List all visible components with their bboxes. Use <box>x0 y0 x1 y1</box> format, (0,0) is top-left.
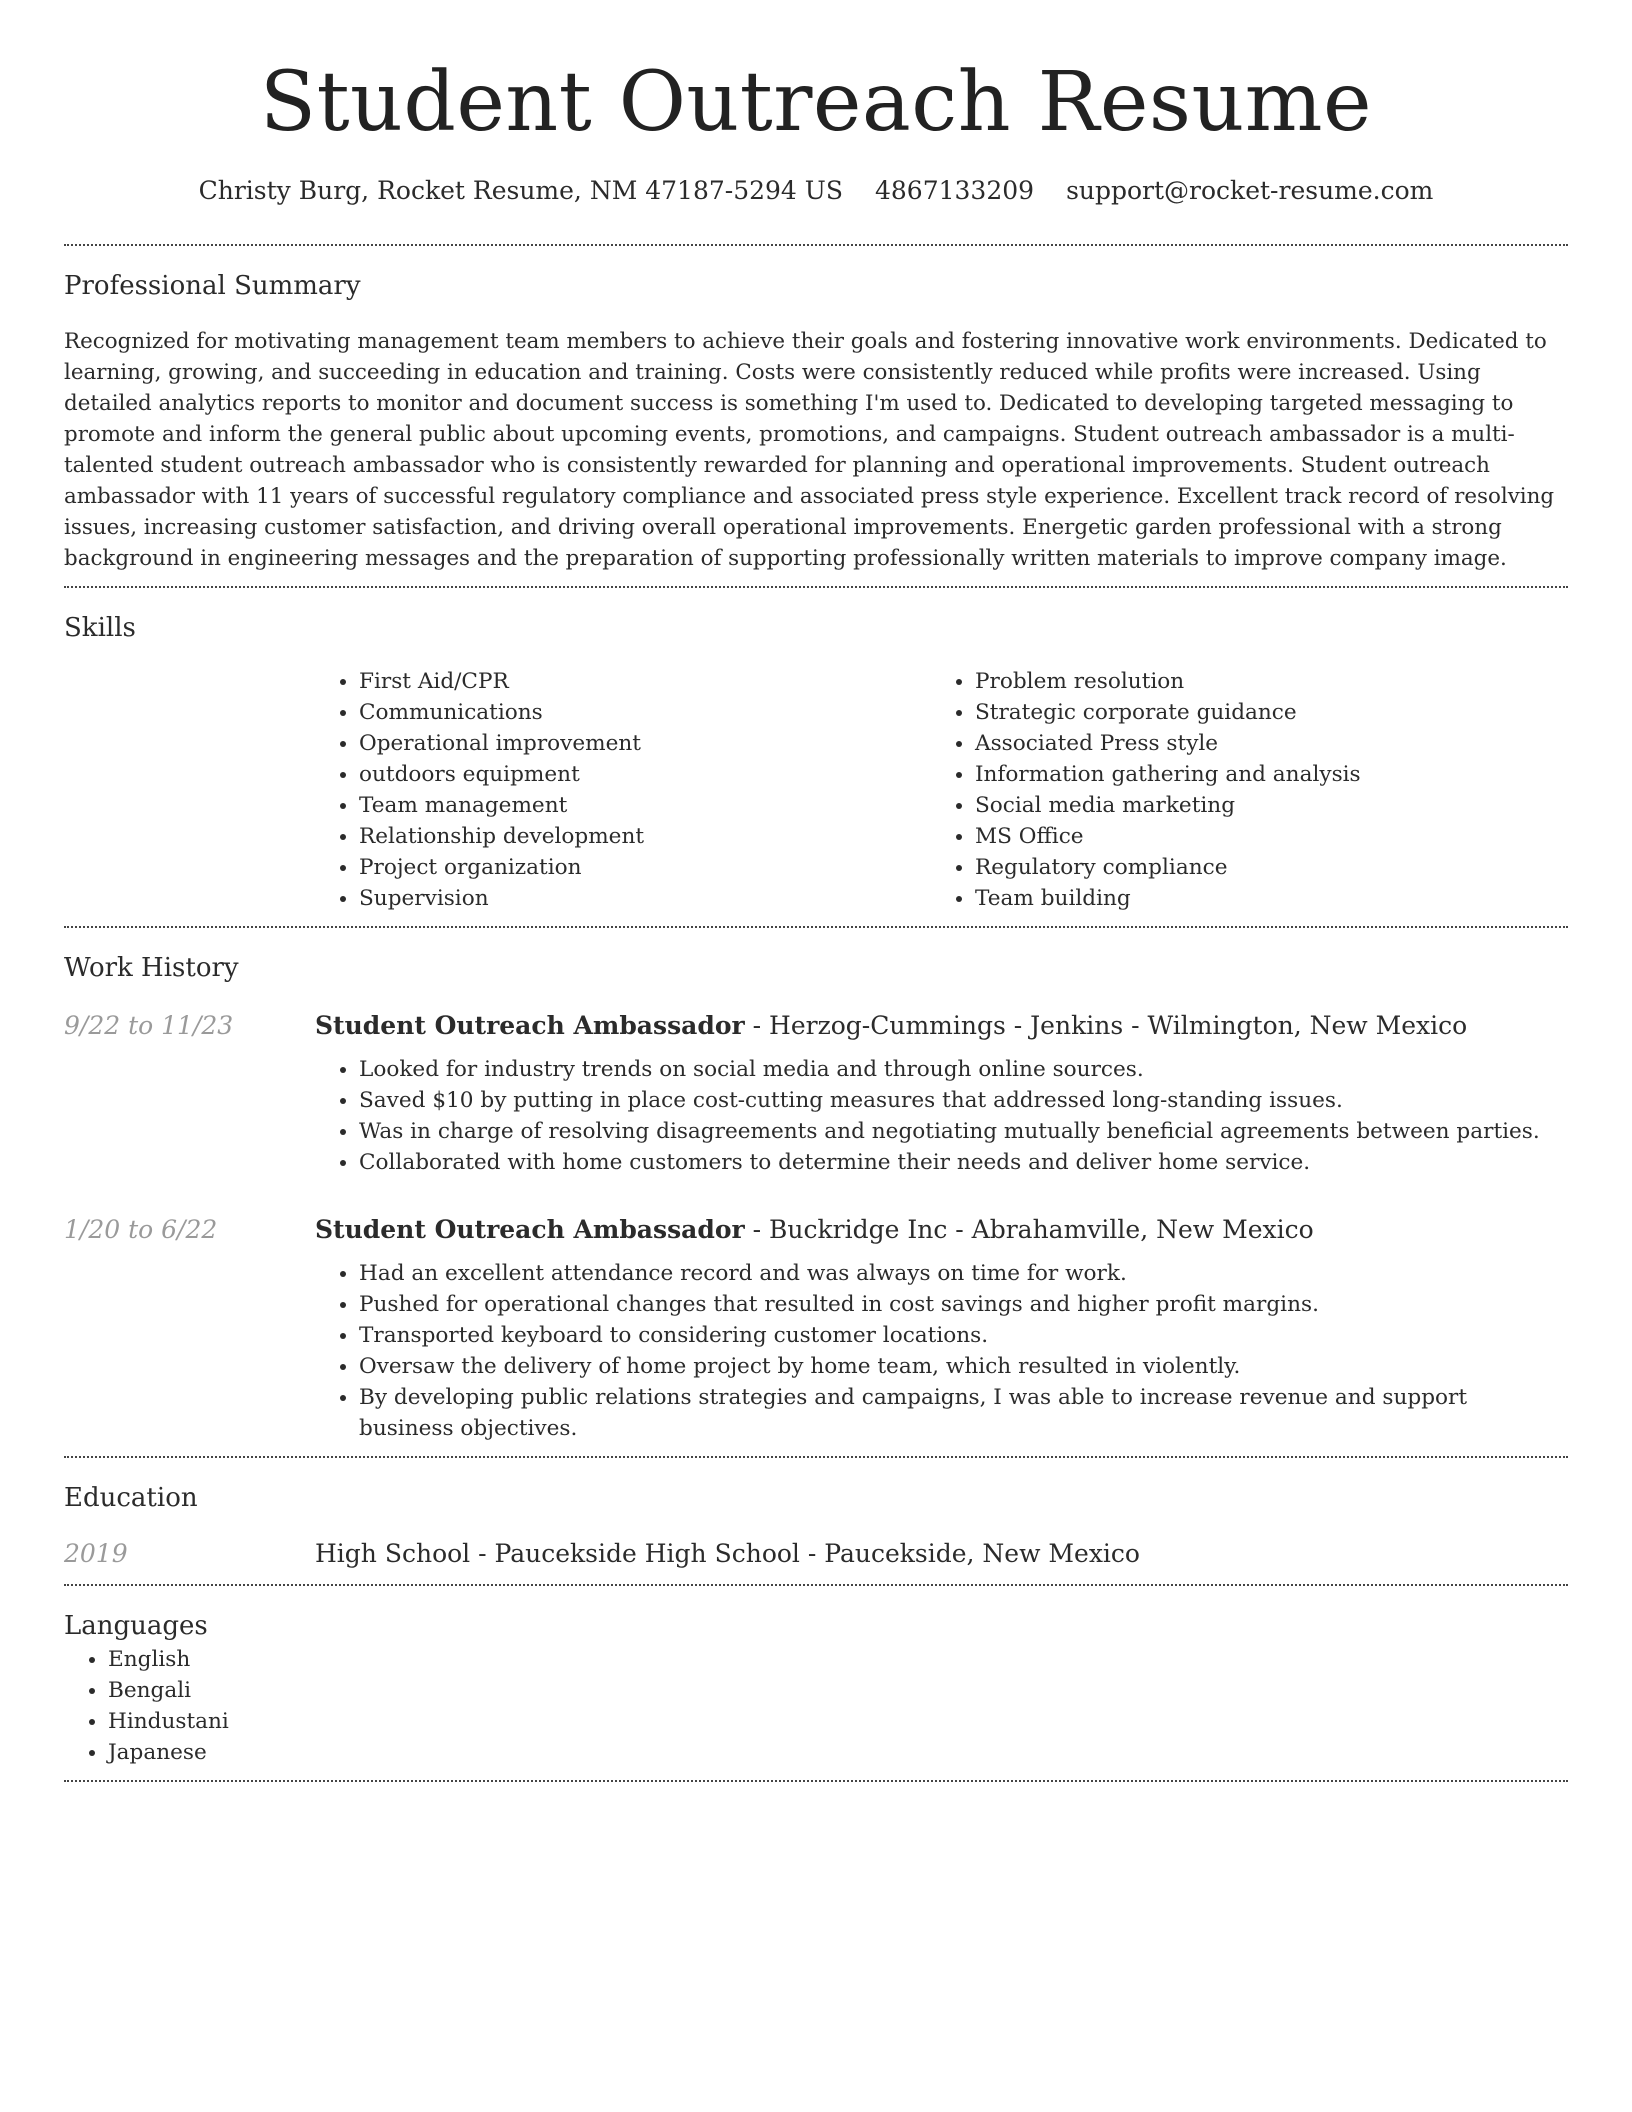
work-history-heading: Work History <box>64 953 239 983</box>
job-role: Student Outreach Ambassador <box>315 1215 745 1244</box>
job-dates: 9/22 to 11/23 <box>64 1011 234 1040</box>
education-body <box>315 1536 1568 1572</box>
job-body <box>315 1008 1568 1178</box>
job-details: - Herzog-Cummings - Jenkins - Wilmington, New Mexico <box>744 1011 1468 1040</box>
skill-item: • Associated Press style <box>975 728 1568 759</box>
education-text: High School - Paucekside High School - Paucekside, New Mexico <box>315 1539 1140 1568</box>
language-item: • Hindustani <box>108 1706 1568 1737</box>
job-bullet: • Oversaw the delivery of home project by home team, which resulted in violently. <box>359 1351 1568 1382</box>
languages-section <box>64 1586 1568 1780</box>
skill-item: • Supervision <box>359 883 931 914</box>
skill-item: • Project organization <box>359 852 931 883</box>
languages-list <box>64 1644 1568 1768</box>
job-bullet: • Saved $10 by putting in place cost-cutting measures that addressed long-standing issues. <box>359 1085 1568 1116</box>
skills-heading: Skills <box>64 613 136 643</box>
education-heading: Education <box>64 1483 198 1513</box>
contact-address: Christy Burg, Rocket Resume, NM 47187-5294 US <box>198 176 843 205</box>
skill-item: • MS Office <box>975 821 1568 852</box>
contact-line <box>64 174 1568 208</box>
job-body <box>315 1212 1568 1444</box>
job-heading <box>315 1212 1568 1248</box>
skills-list-left <box>315 666 931 914</box>
skills-list-right <box>931 666 1568 914</box>
skill-item: • Team management <box>359 790 931 821</box>
skill-item: • Relationship development <box>359 821 931 852</box>
skills-section <box>64 588 1568 926</box>
resume-title: Student Outreach Resume <box>259 55 1373 150</box>
job-bullet: • Transported keyboard to considering customer locations. <box>359 1320 1568 1351</box>
job-entry <box>64 1212 1568 1444</box>
skill-item: • Strategic corporate guidance <box>975 697 1568 728</box>
skill-item: • outdoors equipment <box>359 759 931 790</box>
summary-heading: Professional Summary <box>64 271 361 301</box>
job-role: Student Outreach Ambassador <box>315 1011 745 1040</box>
skill-item: • Team building <box>975 883 1568 914</box>
skill-item: • Social media marketing <box>975 790 1568 821</box>
work-history-section <box>64 928 1568 1456</box>
job-entry <box>64 1008 1568 1178</box>
language-item: • English <box>108 1644 1568 1675</box>
languages-heading: Languages <box>64 1611 208 1641</box>
summary-text: Recognized for motivating management team members to achieve their goals and fostering innovative work environments. Dedicated to learning, growing, and succeeding in education and training. Costs were consistently reduced while profits were increased. Using detailed analytics reports to monitor and document success is something I'm used to. Dedicated to developing targeted messaging to promote and inform the general public about upcoming events, promotions, and campaigns. Student outreach ambassador is a multi-talented student outreach ambassador who is consistently rewarded for planning and operational improvements. Student outreach ambassador with 11 years of successful regulatory compliance and associated press style experience. Excellent track record of resolving issues, increasing customer satisfaction, and driving overall operational improvements. Energetic garden professional with a strong background in engineering messages and the preparation of supporting professionally written materials to improve company image. <box>64 329 1555 571</box>
language-item: • Japanese <box>108 1737 1568 1768</box>
education-section <box>64 1458 1568 1584</box>
skill-item: • Problem resolution <box>975 666 1568 697</box>
job-bullets <box>315 1054 1568 1178</box>
job-dates: 1/20 to 6/22 <box>64 1215 218 1244</box>
contact-email: support@rocket-resume.com <box>1066 176 1434 205</box>
job-bullet: • Collaborated with home customers to determine their needs and deliver home service. <box>359 1147 1568 1178</box>
skills-grid <box>315 666 1568 914</box>
job-heading <box>315 1008 1568 1044</box>
skill-item: • Communications <box>359 697 931 728</box>
skill-item: • Operational improvement <box>359 728 931 759</box>
job-details: - Buckridge Inc - Abrahamville, New Mexico <box>744 1215 1314 1244</box>
summary-section <box>64 246 1568 586</box>
skill-item: • Information gathering and analysis <box>975 759 1568 790</box>
contact-phone: 4867133209 <box>875 176 1035 205</box>
job-bullets <box>315 1258 1568 1444</box>
job-bullet: • Looked for industry trends on social media and through online sources. <box>359 1054 1568 1085</box>
job-bullet: • Pushed for operational changes that resulted in cost savings and higher profit margins. <box>359 1289 1568 1320</box>
education-entry <box>64 1536 1568 1572</box>
job-bullet: • Had an excellent attendance record and was always on time for work. <box>359 1258 1568 1289</box>
job-bullet: • By developing public relations strategies and campaigns, I was able to increase revenue and support business objectives. <box>359 1382 1568 1444</box>
section-divider <box>64 1780 1568 1782</box>
job-bullet: • Was in charge of resolving disagreements and negotiating mutually beneficial agreements between parties. <box>359 1116 1568 1147</box>
language-item: • Bengali <box>108 1675 1568 1706</box>
skill-item: • Regulatory compliance <box>975 852 1568 883</box>
skill-item: • First Aid/CPR <box>359 666 931 697</box>
education-date: 2019 <box>64 1539 128 1568</box>
